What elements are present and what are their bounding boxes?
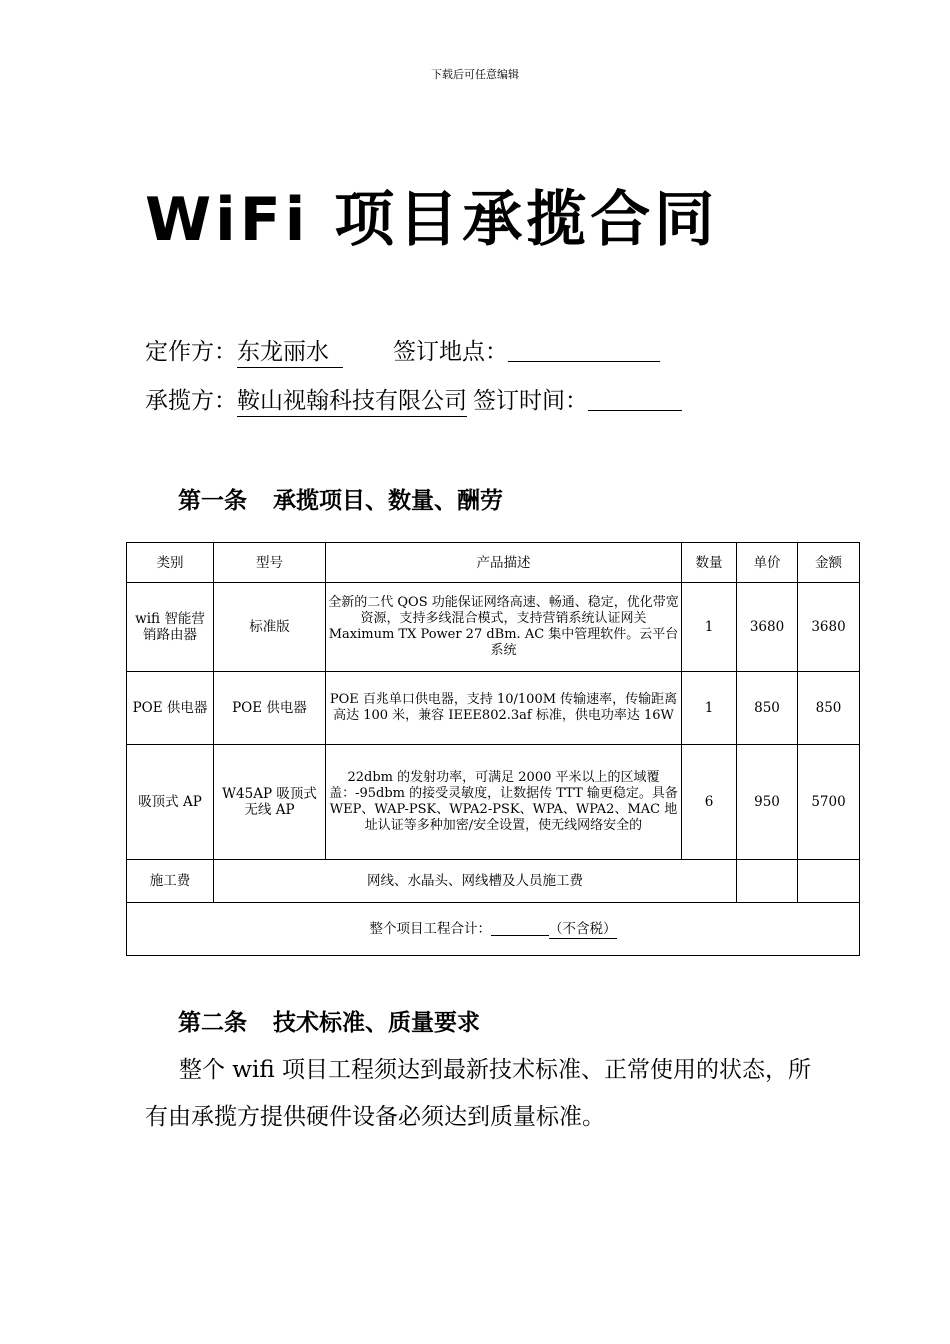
cell-total: [127, 903, 860, 956]
cell-category: wifi 智能营销路由器: [127, 583, 214, 672]
total-label: 整个项目工程合计：: [369, 921, 491, 937]
items-table: [126, 542, 860, 956]
cell-description: 22dbm 的发射功率，可满足 2000 平米以上的区域覆盖：-95dbm 的接受灵敏度，让数据传 TTT 输更稳定。具备 WEP、WAP-PSK、WPA2-PSK、WPA、WPA2、MAC 地址认证等多种加密/安全设置，使无线网络安全的: [326, 745, 682, 860]
time-label: 签订时间：: [473, 388, 588, 414]
section-2-body-text: 整个 wifi 项目工程须达到最新技术标准、正常使用的状态，所有由承揽方提供硬件设备必须达到质量标准。: [145, 1057, 812, 1130]
cell-price: 850: [737, 672, 798, 745]
table-row: [127, 672, 860, 745]
cell-description: 全新的二代 QOS 功能保证网络高速、畅通、稳定，优化带宽资源，支持多线混合模式，支持营销系统认证网关 Maximum TX Power 27 dBm. AC 集中管理软件。云平台系统: [326, 583, 682, 672]
document-title: WiFi 项目承揽合同: [145, 185, 719, 255]
cell-model: 标准版: [214, 583, 326, 672]
header-category: 类别: [127, 543, 214, 583]
party-line-contractor: [145, 382, 682, 417]
contractor-label: 承揽方：: [145, 388, 237, 414]
header-amount: 金额: [798, 543, 860, 583]
section-2-title: 技术标准、质量要求: [273, 1009, 480, 1036]
table-row: [127, 745, 860, 860]
cell-amount: 5700: [798, 745, 860, 860]
cell-description: POE 百兆单口供电器，支持 10/100M 传输速率，传输距离高达 100 米，兼容 IEEE802.3af 标准，供电功率达 16W: [326, 672, 682, 745]
table-row-total: [127, 903, 860, 956]
section-2-body: [145, 1047, 825, 1141]
section-2-heading: [178, 1004, 480, 1037]
cell-qty: 1: [682, 672, 737, 745]
cell-amount: 850: [798, 672, 860, 745]
cell-qty: 6: [682, 745, 737, 860]
header-model: 型号: [214, 543, 326, 583]
total-blank: [491, 921, 549, 936]
cell-category: 吸顶式 AP: [127, 745, 214, 860]
cell-empty: [798, 860, 860, 903]
client-label: 定作方：: [145, 339, 237, 365]
cell-model: POE 供电器: [214, 672, 326, 745]
total-note: （不含税）: [549, 921, 617, 937]
cell-price: 3680: [737, 583, 798, 672]
cell-category: 施工费: [127, 860, 214, 903]
party-line-client: [145, 333, 660, 368]
contractor-value: 鞍山视翰科技有限公司: [237, 382, 467, 417]
section-2-number: 第二条: [178, 1009, 247, 1036]
table-header-row: [127, 543, 860, 583]
section-1-title: 承揽项目、数量、酬劳: [273, 487, 503, 514]
place-label: 签订地点：: [393, 339, 508, 365]
header-note: 下载后可任意编辑: [431, 68, 519, 81]
cell-qty: 1: [682, 583, 737, 672]
section-1-heading: [178, 482, 503, 515]
cell-category: POE 供电器: [127, 672, 214, 745]
table-row: [127, 583, 860, 672]
client-value: 东龙丽水: [237, 333, 343, 368]
table-row-construction: [127, 860, 860, 903]
cell-construction-description: 网线、水晶头、网线槽及人员施工费: [214, 860, 737, 903]
place-blank: [508, 339, 660, 362]
header-qty: 数量: [682, 543, 737, 583]
header-description: 产品描述: [326, 543, 682, 583]
cell-empty: [737, 860, 798, 903]
cell-model: W45AP 吸顶式无线 AP: [214, 745, 326, 860]
time-blank: [588, 388, 682, 411]
section-1-number: 第一条: [178, 487, 247, 514]
cell-price: 950: [737, 745, 798, 860]
header-price: 单价: [737, 543, 798, 583]
cell-amount: 3680: [798, 583, 860, 672]
